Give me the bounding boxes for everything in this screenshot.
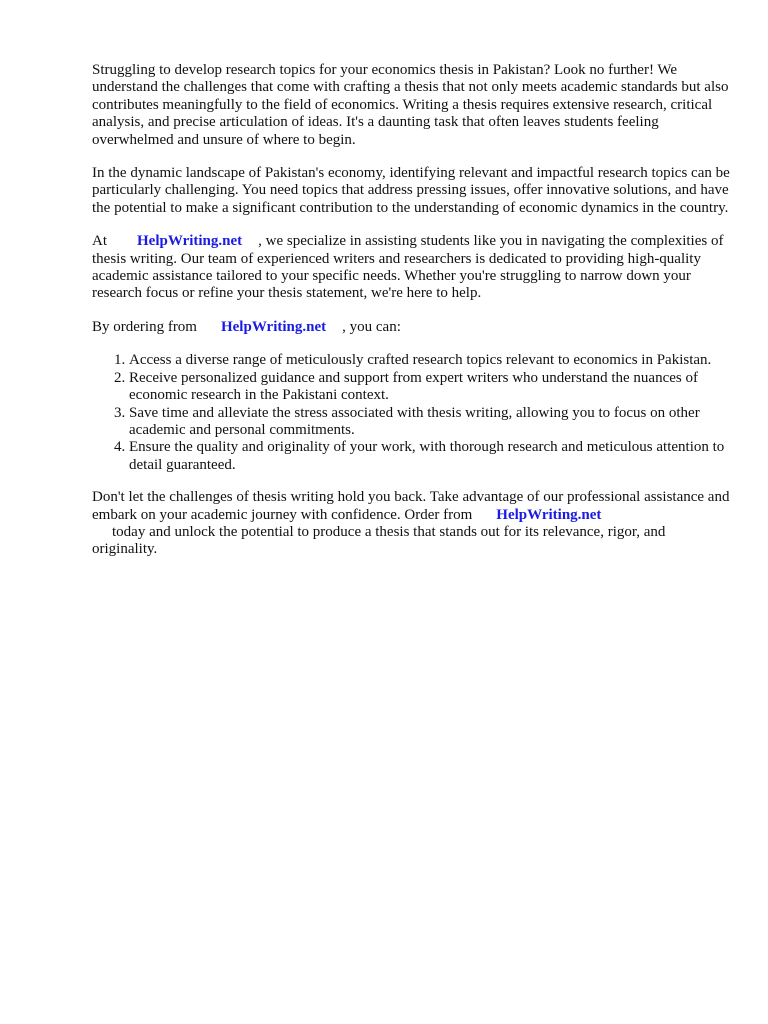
services-prefix: At (92, 233, 107, 250)
closing-prefix: Don't let the challenges of thesis writing hold you back. Take advantage of our professional assistance and embark on your academic journey with confidence. Order from (92, 489, 730, 523)
services-suffix: , we specialize in assisting students like you in navigating the complexities of thesis writing. Our team of experienced writers and researchers is dedicated to providing high-quality academic assistance tailored to your specific needs. Whether you're struggling to narrow down your research focus or refine your thesis statement, we're here to help. (92, 233, 724, 302)
helpwriting-link[interactable]: HelpWriting.net (496, 506, 602, 523)
services-paragraph (92, 233, 732, 303)
benefits-list (92, 352, 732, 474)
ordering-prefix: By ordering from (92, 318, 197, 335)
list-item: 3. Save time and alleviate the stress associated with thesis writing, allowing you to focus on other academic and personal commitments. (129, 405, 732, 440)
intro-paragraph: Struggling to develop research topics for your economics thesis in Pakistan? Look no further! We understand the challenges that come with crafting a thesis that not only meets academic standards but also contributes meaningfully to the field of economics. Writing a thesis requires extensive research, critical analysis, and precise articulation of ideas. It's a daunting task that often leaves students feeling overwhelmed and unsure of where to begin. (92, 62, 729, 148)
helpwriting-link[interactable]: HelpWriting.net (137, 233, 243, 250)
landscape-paragraph: In the dynamic landscape of Pakistan's economy, identifying relevant and impactful research topics can be particularly challenging. You need topics that address pressing issues, offer innovative solutions, and have the potential to make a significant contribution to the understanding of economic dynamics in the country. (92, 165, 730, 216)
document-body (92, 62, 732, 575)
list-item: 2. Receive personalized guidance and support from expert writers who understand the nuances of economic research in the Pakistani context. (129, 370, 732, 405)
ordering-paragraph (92, 319, 732, 336)
list-item: 1. Access a diverse range of meticulously crafted research topics relevant to economics in Pakistan. (129, 352, 732, 369)
closing-paragraph (92, 489, 732, 559)
list-item: 4. Ensure the quality and originality of your work, with thorough research and meticulous attention to detail guaranteed. (129, 439, 732, 474)
closing-suffix: today and unlock the potential to produce a thesis that stands out for its relevance, rigor, and originality. (92, 523, 666, 558)
ordering-suffix: , you can: (342, 318, 401, 335)
helpwriting-link[interactable]: HelpWriting.net (220, 318, 327, 335)
